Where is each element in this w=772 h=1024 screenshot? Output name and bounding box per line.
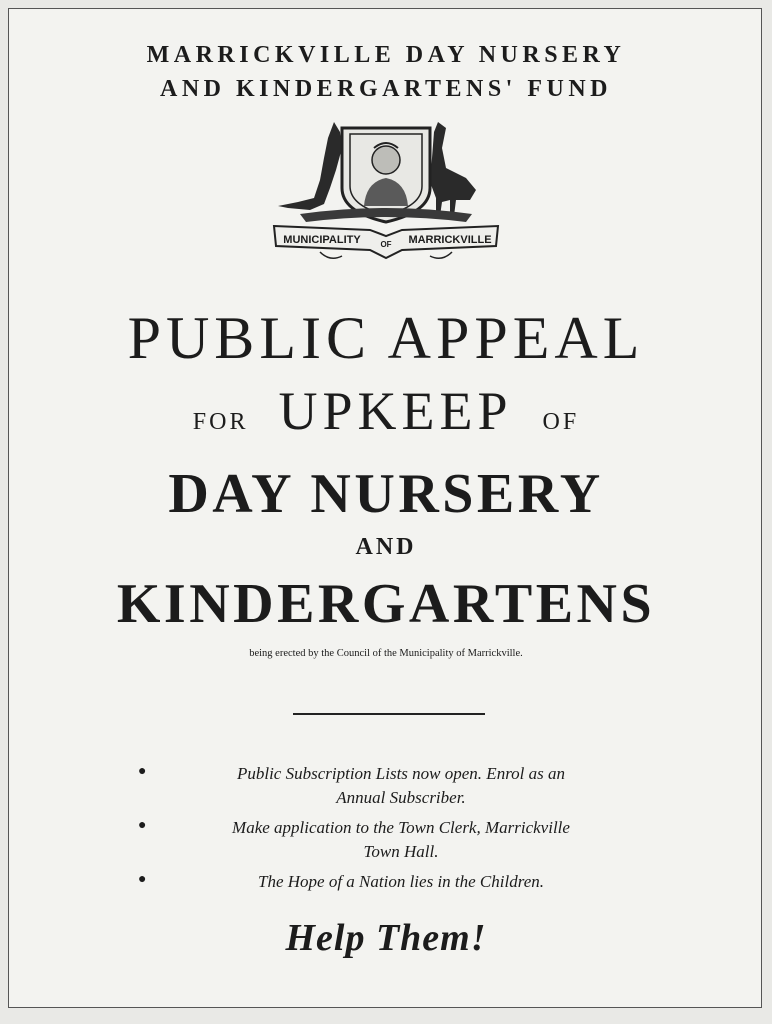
bullet-item-1 bbox=[138, 762, 638, 810]
bullet-dot-icon: ● bbox=[138, 872, 147, 887]
emu-icon bbox=[430, 122, 476, 216]
municipal-coat-of-arms bbox=[270, 118, 502, 268]
upkeep-heading-row bbox=[0, 380, 772, 442]
bullet-dot-icon: ● bbox=[138, 818, 147, 833]
bullet-1-line-2: Annual Subscriber. bbox=[336, 788, 466, 807]
bullet-2-line-2: Town Hall. bbox=[363, 842, 439, 861]
for-word: FOR bbox=[192, 409, 249, 435]
upkeep-word: UPKEEP bbox=[278, 381, 513, 441]
bullet-dot-icon: ● bbox=[138, 764, 147, 779]
bullet-item-3 bbox=[138, 870, 638, 894]
kindergartens-heading: KINDERGARTENS bbox=[116, 573, 656, 635]
help-them-closing: Help Them! bbox=[285, 917, 487, 959]
divider-rule bbox=[293, 713, 485, 715]
of-word: OF bbox=[542, 409, 580, 435]
ribbon-mid-text: OF bbox=[380, 240, 392, 249]
bullet-3-line-1: The Hope of a Nation lies in the Children. bbox=[258, 872, 544, 891]
day-nursery-heading: DAY NURSERY bbox=[168, 463, 604, 525]
bullet-item-2 bbox=[138, 816, 638, 864]
and-word: AND bbox=[355, 534, 417, 560]
kangaroo-icon bbox=[278, 122, 342, 210]
org-title-line-2: AND KINDERGARTENS' FUND bbox=[159, 76, 612, 102]
ribbon-right-text: MARRICKVILLE bbox=[408, 234, 492, 246]
ribbon-left-text: MUNICIPALITY bbox=[283, 234, 361, 246]
org-title-line-1: MARRICKVILLE DAY NURSERY bbox=[146, 42, 626, 68]
portrait-icon bbox=[372, 146, 400, 174]
subtitle-text: being erected by the Council of the Municipality of Marrickville. bbox=[249, 648, 523, 659]
bullet-1-line-1: Public Subscription Lists now open. Enrol as an bbox=[236, 764, 566, 783]
bullet-2-line-1: Make application to the Town Clerk, Marrickville bbox=[232, 818, 570, 837]
appeal-heading: PUBLIC APPEAL bbox=[127, 305, 645, 371]
